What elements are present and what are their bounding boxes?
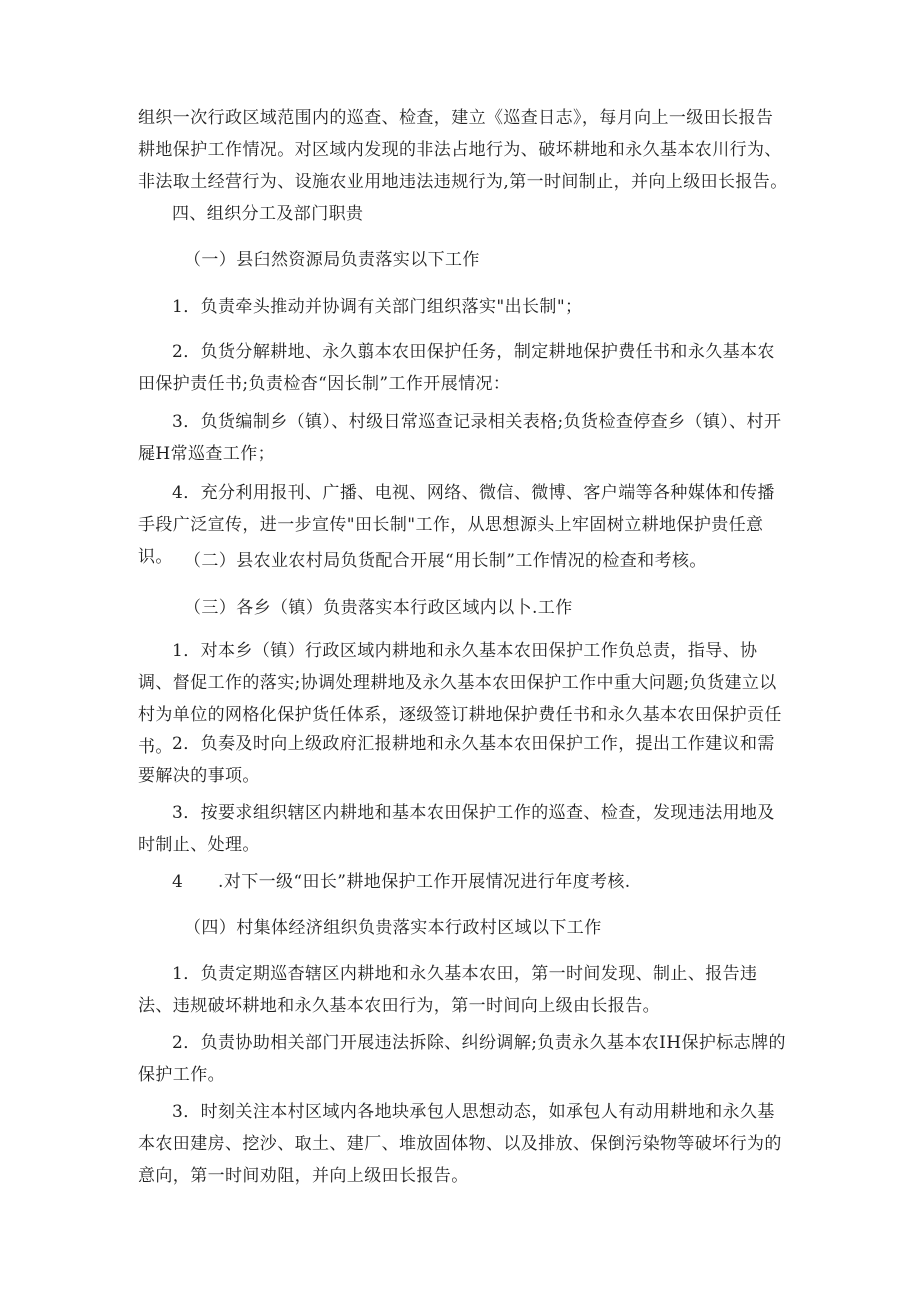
list-item-3-1: 1．对本乡（镇）行政区域内耕地和永久基本农田保护工作负总责，指导、协调、督促工作的落实;协调处理耕地及永久基本农田保护工作中重大问题;负货建立以村为单位的网格化保护货任体系，逐级签订耕地保护费任书和永久基本农田保护贡任书。: [138, 641, 782, 757]
subsection-heading-three: （三）各乡（镇）负贵落实本行政区域内以卜.工作: [184, 598, 573, 618]
section-heading-four: 四、组织分工及部门职贵: [172, 204, 364, 224]
subsection-heading-one: （一）县臼然资源局负责落实以下工作: [184, 250, 480, 270]
list-item-4-2: 2．负责协助相关部门开展违法拆除、纠纷调解;负责永久基本农IH保护标志牌的保护工作。: [138, 1033, 786, 1085]
list-item-3-4: 4 .对下一级“田长”耕地保护工作开展情况进行年度考核.: [172, 872, 631, 892]
list-item-4-3: 3．时刻关注本村区域内各地块承包人思想动态，如承包人有动用耕地和永久基本农田建房、挖沙、取土、建厂、堆放固体物、以及排放、保倒污染物等破坏行为的意向，第一时间劝阻，并向上级田长报告。: [138, 1102, 782, 1186]
paragraph-patrol-report: 组织一次行政区域范围内的巡查、检查，建立《巡查日志》，每月向上一级田长报告耕地保护工作情况。对区域内发现的非法占地行为、破坏耕地和永久基本农川行为、非法取土经营行为、设施农业用地违法违规行为,第一时间制止，并向上级田长报告。: [138, 108, 788, 192]
list-item-4-1: 1．负责定期巡杳辖区内耕地和永久基本农田，第一时间发现、制止、报告违法、违规破坏耕地和永久基本农田行为，第一时间向上级由长报告。: [138, 964, 758, 1016]
list-item-3-2: 2．负奏及时向上级政府汇报耕地和永久基本农田保护工作，提出工作建议和需要解决的事项。: [138, 734, 775, 786]
list-item-1-4: 4．充分利用报刊、广播、电视、网络、微信、微博、客户端等各种媒体和传播手段广泛宣传，进一步宣传"田长制"工作，从思想源头上牢固树立耕地保护贵任意识。: [138, 483, 775, 567]
subsection-heading-two: （二）县农业农村局负货配合开展“用长制”工作情况的检查和考核。: [184, 551, 707, 571]
list-item-3-3: 3．按要求组织辖区内耕地和基本农田保护工作的巡查、检查，发现违法用地及时制止、处理。: [138, 803, 775, 855]
subsection-heading-four: （四）村集体经济组织负贵落实本行政村区域以下工作: [184, 918, 602, 938]
list-item-1-1: 1．负责牵头推动并协调有关部门组织落实"出长制"；: [172, 297, 583, 317]
list-item-1-3: 3．负货编制乡（镇）、村级日常巡查记录相关表格;负货检查停查乡（镇）、村开屣H常巡查工作；: [138, 412, 782, 464]
list-item-1-2: 2．负货分解耕地、永久翦本农田保护任务，制定耕地保护费任书和永久基本农田保护责任书;负责检杳“因长制”工作开展情况：: [138, 342, 775, 394]
